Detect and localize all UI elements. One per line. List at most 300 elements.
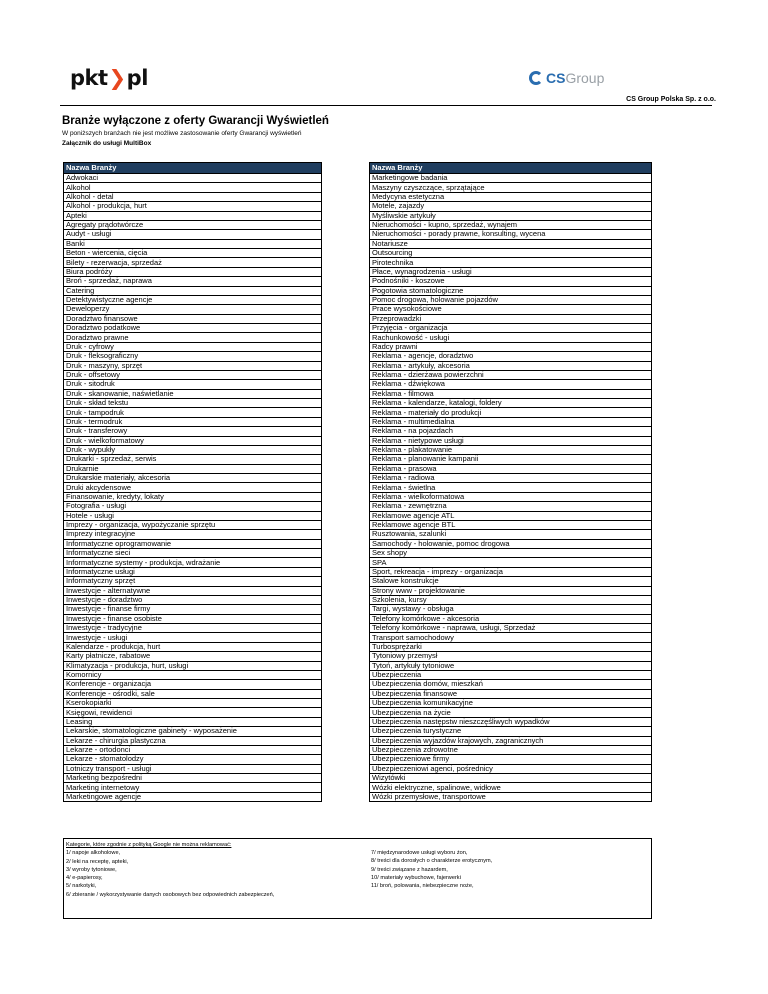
table-row xyxy=(64,549,322,558)
table-row xyxy=(64,614,322,623)
industry-name: Medycyna estetyczna xyxy=(370,192,652,201)
table-row xyxy=(64,689,322,698)
table-row xyxy=(370,305,652,314)
table-row xyxy=(370,324,652,333)
table-row xyxy=(370,633,652,642)
note-item: 11/ broń, polowania, niebezpieczne noże, xyxy=(371,883,474,890)
industry-name: Reklama - świetlna xyxy=(370,483,652,492)
industry-name: Broń - sprzedaż, naprawa xyxy=(64,277,322,286)
table-row xyxy=(64,361,322,370)
industry-name: Ubezpieczenia domów, mieszkań xyxy=(370,680,652,689)
industry-name: Telefony komórkowe - naprawa, usługi, Sprzedaż xyxy=(370,624,652,633)
industry-name: Druk - cyfrowy xyxy=(64,342,322,351)
industry-name: Karty płatnicze, rabatowe xyxy=(64,652,322,661)
industry-name: Motele, zajazdy xyxy=(370,202,652,211)
industry-name: Reklama - nietypowe usługi xyxy=(370,436,652,445)
table-row xyxy=(370,399,652,408)
notes-right-column xyxy=(371,849,492,890)
table-row xyxy=(64,333,322,342)
table-row xyxy=(64,464,322,473)
industry-name: Reklama - wielkoformatowa xyxy=(370,492,652,501)
table-row xyxy=(370,174,652,183)
industry-name: Transport samochodowy xyxy=(370,633,652,642)
table-row xyxy=(370,783,652,792)
note-item: 2/ leki na receptę, apteki, xyxy=(66,858,129,865)
industry-name: Ubezpieczeniowe firmy xyxy=(370,755,652,764)
table-row xyxy=(370,502,652,511)
industry-name: Beton - wiercenia, cięcia xyxy=(64,249,322,258)
table-row xyxy=(64,708,322,717)
industry-name: Druki akcydensowe xyxy=(64,483,322,492)
pktpl-logo-suffix: pl xyxy=(126,66,148,90)
industry-name: Druk - skanowanie, naświetlanie xyxy=(64,389,322,398)
pktpl-logo xyxy=(70,66,148,90)
table-row xyxy=(64,661,322,670)
industry-name: Wózki elektryczne, spalinowe, widłowe xyxy=(370,783,652,792)
industry-name: Sport, rekreacja - imprezy - organizacja xyxy=(370,567,652,576)
table-row xyxy=(64,633,322,642)
industry-name: Konferencje - organizacja xyxy=(64,680,322,689)
industry-name: Druk - maszyny, sprzęt xyxy=(64,361,322,370)
table-row xyxy=(370,670,652,679)
table-row xyxy=(370,530,652,539)
industry-name: Lekarze - ortodonci xyxy=(64,745,322,754)
industry-name: Inwestycje - finanse osobiste xyxy=(64,614,322,623)
note-item: 5/ narkotyki, xyxy=(66,883,97,890)
industry-name: Sex shopy xyxy=(370,549,652,558)
table-row xyxy=(64,680,322,689)
table-row xyxy=(370,389,652,398)
industry-name: Reklama - prasowa xyxy=(370,464,652,473)
table-row xyxy=(370,511,652,520)
table-row xyxy=(370,267,652,276)
industry-name: Reklama - multimedialna xyxy=(370,417,652,426)
table-row xyxy=(64,605,322,614)
table-row xyxy=(370,680,652,689)
table-row xyxy=(64,314,322,323)
table-row xyxy=(370,586,652,595)
industry-name: Rachunkowość - usługi xyxy=(370,333,652,342)
industry-name: Ubezpieczenia komunikacyjne xyxy=(370,699,652,708)
table-row xyxy=(64,417,322,426)
industry-name: Audyt - usługi xyxy=(64,230,322,239)
industry-name: Nieruchomości - kupno, sprzedaż, wynajem xyxy=(370,220,652,229)
industry-name: Samochody - holowanie, pomoc drogowa xyxy=(370,539,652,548)
industry-name: Ubezpieczeniowi agenci, pośrednicy xyxy=(370,764,652,773)
industry-name: Drukarki - sprzedaż, serwis xyxy=(64,455,322,464)
table-row xyxy=(64,445,322,454)
note-item: 10/ materiały wybuchowe, fajerwerki xyxy=(371,874,461,881)
industry-name: Reklama - radiowa xyxy=(370,474,652,483)
table-row xyxy=(370,192,652,201)
industry-name: Catering xyxy=(64,286,322,295)
notes-heading: Kategorie, które zgodnie z polityką Google nie można reklamować: xyxy=(66,842,232,848)
table-row xyxy=(64,652,322,661)
industry-name: Alkohol xyxy=(64,183,322,192)
industry-name: Telefony komórkowe - akcesoria xyxy=(370,614,652,623)
table-row xyxy=(64,174,322,183)
industry-name: Stalowe konstrukcje xyxy=(370,577,652,586)
table-row xyxy=(370,370,652,379)
table-row xyxy=(370,492,652,501)
table-row xyxy=(64,474,322,483)
industry-name: Targi, wystawy - obsługa xyxy=(370,605,652,614)
table-row xyxy=(64,211,322,220)
industry-name: Ubezpieczenia finansowe xyxy=(370,689,652,698)
industry-name: Kserokopiarki xyxy=(64,699,322,708)
table-row xyxy=(370,558,652,567)
industry-name: SPA xyxy=(370,558,652,567)
table-row xyxy=(64,774,322,783)
table-row xyxy=(64,530,322,539)
industry-name: Outsourcing xyxy=(370,249,652,258)
notes-left-column xyxy=(66,841,274,899)
table-row xyxy=(370,699,652,708)
google-policy-notes xyxy=(63,838,652,919)
table-row xyxy=(64,277,322,286)
industry-name: Komornicy xyxy=(64,670,322,679)
table-row xyxy=(370,230,652,239)
table-row xyxy=(64,370,322,379)
table-row xyxy=(370,277,652,286)
industry-name: Szkolenia, kursy xyxy=(370,595,652,604)
table-row xyxy=(64,727,322,736)
table-row xyxy=(370,745,652,754)
industry-name: Nieruchomości - porady prawne, konsulting, wycena xyxy=(370,230,652,239)
industry-name: Bilety - rezerwacja, sprzedaż xyxy=(64,258,322,267)
industry-name: Reklama - artykuły, akcesoria xyxy=(370,361,652,370)
industry-name: Druk - wypukły xyxy=(64,445,322,454)
table-row xyxy=(64,520,322,529)
industry-name: Inwestycje - tradycyjne xyxy=(64,624,322,633)
industry-name: Prace wysokościowe xyxy=(370,305,652,314)
table-row xyxy=(64,483,322,492)
industry-name: Reklamowe agencje ATL xyxy=(370,511,652,520)
header-divider xyxy=(60,105,712,106)
note-item: 3/ wyroby tytoniowe, xyxy=(66,866,117,873)
table-row xyxy=(370,183,652,192)
table-row xyxy=(64,670,322,679)
table-row xyxy=(370,520,652,529)
industry-name: Informatyczne usługi xyxy=(64,567,322,576)
industry-name: Tytoń, artykuły tytoniowe xyxy=(370,661,652,670)
industry-name: Inwestycje - alternatywne xyxy=(64,586,322,595)
industries-table-right xyxy=(369,162,652,802)
industry-name: Księgowi, rewidenci xyxy=(64,708,322,717)
industry-name: Inwestycje - doradztwo xyxy=(64,595,322,604)
table-row xyxy=(64,624,322,633)
table-row xyxy=(64,324,322,333)
industry-name: Turbosprężarki xyxy=(370,642,652,651)
column-header: Nazwa Branży xyxy=(64,163,322,174)
industry-name: Reklama - plakatowanie xyxy=(370,445,652,454)
industry-name: Ubezpieczenia następstw nieszczęśliwych wypadków xyxy=(370,717,652,726)
table-row xyxy=(64,699,322,708)
industry-name: Druk - sitodruk xyxy=(64,380,322,389)
table-row xyxy=(370,474,652,483)
note-item: 6/ zbieranie / wykorzystywanie danych osobowych bez odpowiednich zabezpieczeń, xyxy=(66,891,275,898)
table-row xyxy=(64,183,322,192)
industry-name: Drukarnie xyxy=(64,464,322,473)
table-row xyxy=(370,352,652,361)
table-row xyxy=(64,567,322,576)
note-item: 8/ treści dla dorosłych o charakterze erotycznym, xyxy=(371,858,493,865)
table-row xyxy=(370,792,652,801)
table-row xyxy=(370,202,652,211)
industry-name: Fotografia - usługi xyxy=(64,502,322,511)
table-row xyxy=(64,511,322,520)
table-row xyxy=(64,539,322,548)
table-row xyxy=(370,455,652,464)
table-row xyxy=(64,595,322,604)
table-row xyxy=(64,389,322,398)
table-row xyxy=(64,249,322,258)
table-row xyxy=(370,464,652,473)
industry-name: Marketingowe agencje xyxy=(64,792,322,801)
industry-name: Maszyny czyszczące, sprzątające xyxy=(370,183,652,192)
industry-name: Reklama - planowanie kampanii xyxy=(370,455,652,464)
industry-name: Alkohol - detal xyxy=(64,192,322,201)
table-row xyxy=(370,736,652,745)
industry-name: Informatyczny sprzęt xyxy=(64,577,322,586)
industry-name: Adwokaci xyxy=(64,174,322,183)
industry-name: Drukarskie materiały, akcesoria xyxy=(64,474,322,483)
industry-name: Strony www - projektowanie xyxy=(370,586,652,595)
csgroup-logo-group: Group xyxy=(565,70,605,86)
industry-name: Wózki przemysłowe, transportowe xyxy=(370,792,652,801)
page-subtitle: W poniższych branżach nie jest możliwe zastosowanie oferty Gwarancji wyświetleń xyxy=(62,130,302,137)
table-row xyxy=(64,258,322,267)
table-row xyxy=(64,642,322,651)
industry-name: Pogotowia stomatologiczne xyxy=(370,286,652,295)
industry-name: Inwestycje - finanse firmy xyxy=(64,605,322,614)
industry-name: Ubezpieczenia xyxy=(370,670,652,679)
industry-name: Reklama - kalendarze, katalogi, foldery xyxy=(370,399,652,408)
chevron-right-icon: ❯ xyxy=(108,66,126,90)
industry-name: Hotele - usługi xyxy=(64,511,322,520)
note-item: 9/ treści związane z hazardem, xyxy=(371,866,448,873)
industry-name: Konferencje - ośrodki, sale xyxy=(64,689,322,698)
table-row xyxy=(64,764,322,773)
table-row xyxy=(370,539,652,548)
table-row xyxy=(64,436,322,445)
table-row xyxy=(370,239,652,248)
table-row xyxy=(64,230,322,239)
table-row xyxy=(64,239,322,248)
table-row xyxy=(64,286,322,295)
industry-name: Myśliwskie artykuły xyxy=(370,211,652,220)
note-item: 4/ e-papierosy, xyxy=(66,875,103,882)
table-row xyxy=(370,380,652,389)
industry-name: Kalendarze - produkcja, hurt xyxy=(64,642,322,651)
table-row xyxy=(64,792,322,801)
industry-name: Rusztowania, szalunki xyxy=(370,530,652,539)
table-row xyxy=(64,352,322,361)
table-row xyxy=(64,502,322,511)
table-row xyxy=(370,295,652,304)
table-row xyxy=(64,202,322,211)
industry-name: Pomoc drogowa, holowanie pojazdów xyxy=(370,295,652,304)
industry-name: Druk - transferowy xyxy=(64,427,322,436)
industry-name: Ubezpieczenia na życie xyxy=(370,708,652,717)
table-row xyxy=(370,661,652,670)
table-row xyxy=(370,567,652,576)
table-row xyxy=(370,427,652,436)
industry-name: Marketing internetowy xyxy=(64,783,322,792)
industry-name: Druk - tampodruk xyxy=(64,408,322,417)
table-row xyxy=(64,717,322,726)
table-row xyxy=(64,192,322,201)
table-row xyxy=(64,408,322,417)
industry-name: Doradztwo prawne xyxy=(64,333,322,342)
industry-name: Imprezy integracyjne xyxy=(64,530,322,539)
industry-name: Leasing xyxy=(64,717,322,726)
industry-name: Ubezpieczenia wyjazdów krajowych, zagranicznych xyxy=(370,736,652,745)
table-row xyxy=(370,708,652,717)
industry-name: Doradztwo finansowe xyxy=(64,314,322,323)
table-row xyxy=(370,436,652,445)
table-row xyxy=(64,745,322,754)
industry-name: Lotniczy transport - usługi xyxy=(64,764,322,773)
table-row xyxy=(64,380,322,389)
appendix-note: Załącznik do usługi MultiBox xyxy=(62,140,152,147)
industry-name: Biura podróży xyxy=(64,267,322,276)
table-row xyxy=(370,483,652,492)
industry-name: Reklama - agencje, doradztwo xyxy=(370,352,652,361)
industry-name: Inwestycje - usługi xyxy=(64,633,322,642)
csgroup-logo-cs: CS xyxy=(546,70,566,86)
table-row xyxy=(370,605,652,614)
table-row xyxy=(64,342,322,351)
table-row xyxy=(370,417,652,426)
industry-name: Lekarze - chirurgia plastyczna xyxy=(64,736,322,745)
industry-name: Reklama - dzierżawa powierzchni xyxy=(370,370,652,379)
table-row xyxy=(370,595,652,604)
table-row xyxy=(370,333,652,342)
table-row xyxy=(370,249,652,258)
table-row xyxy=(370,408,652,417)
industry-name: Informatyczne oprogramowanie xyxy=(64,539,322,548)
table-row xyxy=(370,624,652,633)
table-row xyxy=(370,755,652,764)
industries-table-left xyxy=(63,162,322,802)
industry-name: Reklama - dźwiękowa xyxy=(370,380,652,389)
industry-name: Marketing bezpośredni xyxy=(64,774,322,783)
industry-name: Alkohol - produkcja, hurt xyxy=(64,202,322,211)
industry-name: Deweloperzy xyxy=(64,305,322,314)
industry-name: Marketingowe badania xyxy=(370,174,652,183)
table-row xyxy=(64,558,322,567)
table-row xyxy=(370,342,652,351)
industry-name: Lekarskie, stomatologiczne gabinety - wyposażenie xyxy=(64,727,322,736)
table-row xyxy=(64,399,322,408)
industry-name: Reklamowe agencje BTL xyxy=(370,520,652,529)
table-row xyxy=(64,305,322,314)
industry-name: Tytoniowy przemysł xyxy=(370,652,652,661)
industry-name: Płace, wynagrodzenia - usługi xyxy=(370,267,652,276)
industry-name: Druk - fleksograficzny xyxy=(64,352,322,361)
csgroup-mark-icon xyxy=(529,71,543,85)
industry-name: Przeprowadzki xyxy=(370,314,652,323)
table-row xyxy=(64,755,322,764)
table-row xyxy=(370,361,652,370)
industry-name: Radcy prawni xyxy=(370,342,652,351)
industry-name: Imprezy - organizacja, wypożyczanie sprzętu xyxy=(64,520,322,529)
page-title: Branże wyłączone z oferty Gwarancji Wyświetleń xyxy=(62,115,329,127)
table-row xyxy=(370,774,652,783)
table-row xyxy=(64,427,322,436)
industry-name: Doradztwo podatkowe xyxy=(64,324,322,333)
industry-name: Banki xyxy=(64,239,322,248)
industry-name: Reklama - na pojazdach xyxy=(370,427,652,436)
industry-name: Ubezpieczenia zdrowotne xyxy=(370,745,652,754)
industry-name: Druk - skład tekstu xyxy=(64,399,322,408)
table-row xyxy=(370,258,652,267)
industry-name: Klimatyzacja - produkcja, hurt, usługi xyxy=(64,661,322,670)
industry-name: Druk - wielkoformatowy xyxy=(64,436,322,445)
table-row xyxy=(370,577,652,586)
note-item: 7/ międzynarodowe usługi wyboru żon, xyxy=(371,850,468,856)
industry-name: Podnośniki - koszowe xyxy=(370,277,652,286)
industry-name: Reklama - filmowa xyxy=(370,389,652,398)
industry-name: Notariusze xyxy=(370,239,652,248)
industry-name: Informatyczne systemy - produkcja, wdrażanie xyxy=(64,558,322,567)
industry-name: Detektywistyczne agencje xyxy=(64,295,322,304)
table-row xyxy=(64,586,322,595)
industry-name: Ubezpieczenia turystyczne xyxy=(370,727,652,736)
industry-name: Informatyczne sieci xyxy=(64,549,322,558)
industry-name: Druk - offsetowy xyxy=(64,370,322,379)
csgroup-logo xyxy=(529,70,604,86)
note-item: 1/ napoje alkoholowe, xyxy=(66,850,121,857)
pktpl-logo-text: pkt xyxy=(70,66,108,90)
table-row xyxy=(370,764,652,773)
industry-name: Reklama - zewnętrzna xyxy=(370,502,652,511)
table-row xyxy=(64,577,322,586)
company-name: CS Group Polska Sp. z o.o. xyxy=(626,96,716,103)
industry-name: Wizytówki xyxy=(370,774,652,783)
industry-name: Przyjęcia - organizacja xyxy=(370,324,652,333)
table-row xyxy=(370,689,652,698)
table-row xyxy=(64,492,322,501)
table-row xyxy=(370,211,652,220)
table-row xyxy=(64,783,322,792)
table-row xyxy=(370,445,652,454)
industry-name: Apteki xyxy=(64,211,322,220)
industry-name: Agregaty prądotwórcze xyxy=(64,220,322,229)
table-row xyxy=(370,614,652,623)
table-row xyxy=(370,314,652,323)
table-row xyxy=(64,736,322,745)
table-row xyxy=(370,717,652,726)
table-row xyxy=(370,642,652,651)
industry-name: Druk - termodruk xyxy=(64,417,322,426)
column-header: Nazwa Branży xyxy=(370,163,652,174)
table-row xyxy=(64,220,322,229)
table-row xyxy=(64,267,322,276)
table-row xyxy=(370,652,652,661)
table-row xyxy=(370,727,652,736)
table-row xyxy=(64,455,322,464)
industry-name: Finansowanie, kredyty, lokaty xyxy=(64,492,322,501)
industry-name: Pirotechnika xyxy=(370,258,652,267)
table-row xyxy=(370,220,652,229)
industry-name: Reklama - materiały do produkcji xyxy=(370,408,652,417)
industry-name: Lekarze - stomatolodzy xyxy=(64,755,322,764)
table-row xyxy=(64,295,322,304)
table-row xyxy=(370,549,652,558)
table-row xyxy=(370,286,652,295)
